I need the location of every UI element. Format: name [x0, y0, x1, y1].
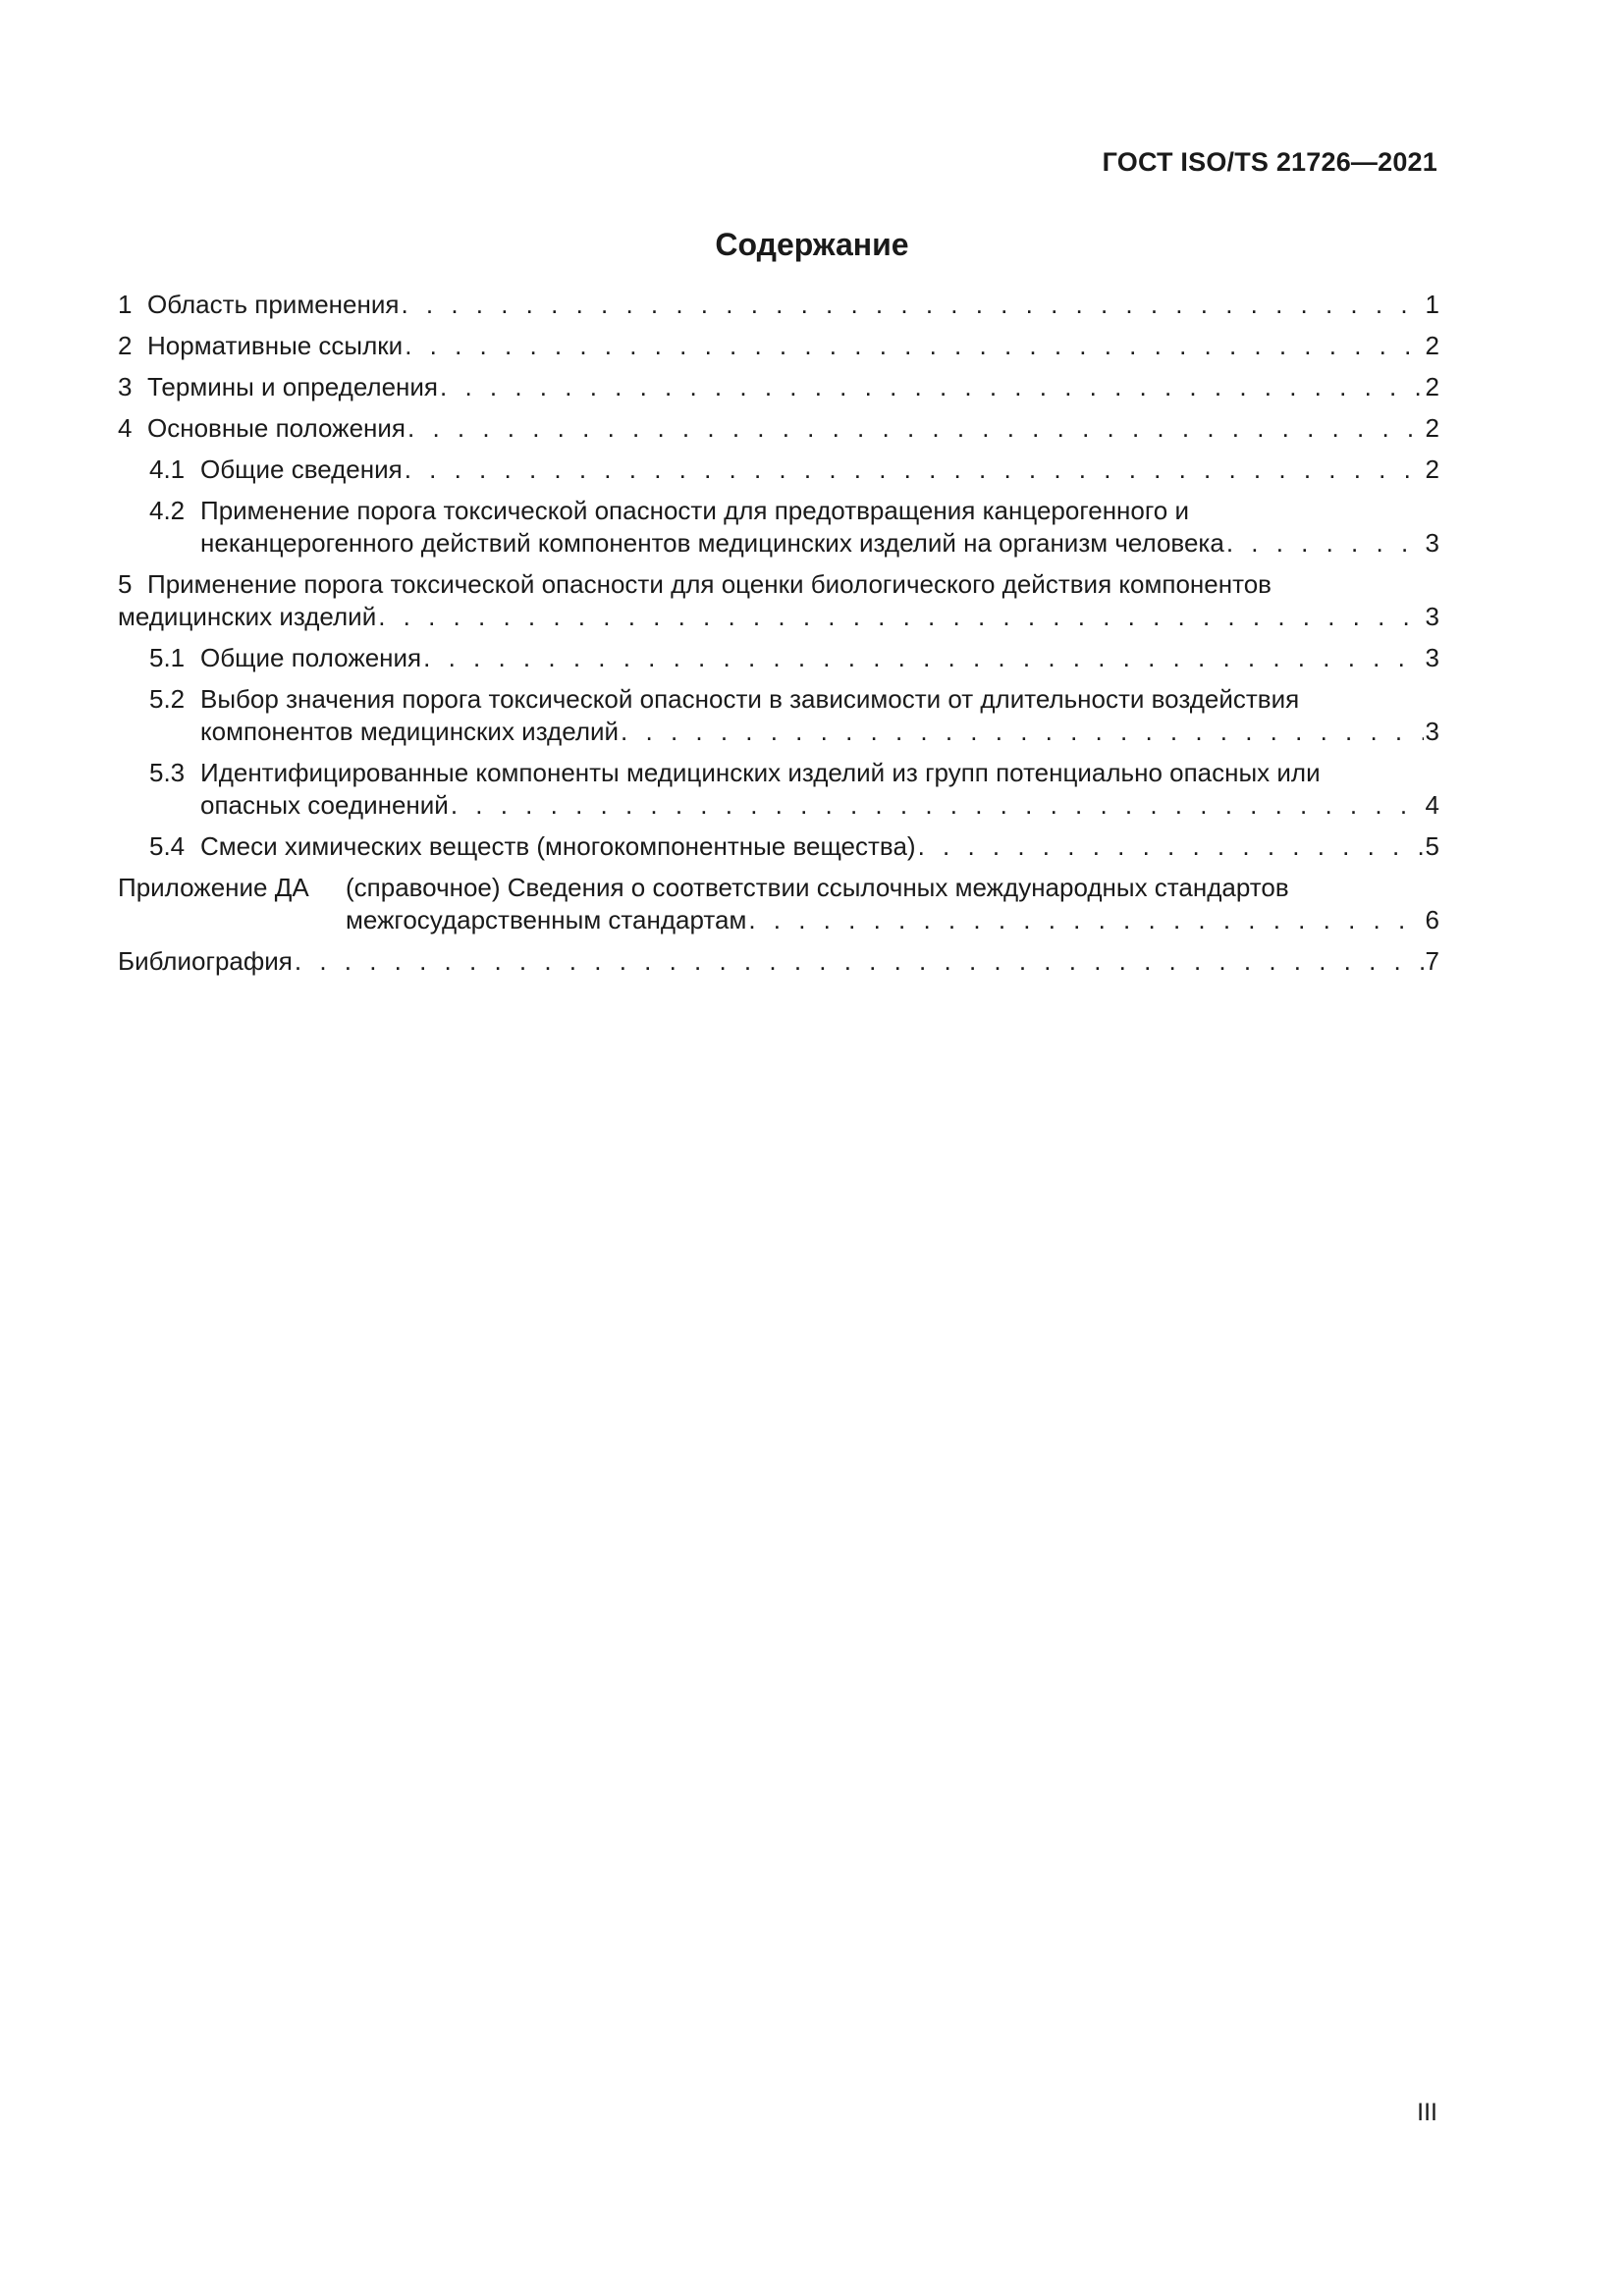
toc-entry-page: 2 — [1425, 454, 1439, 484]
toc-entry-number: 5.3 — [149, 758, 186, 787]
toc-entry-4-2[interactable] — [118, 495, 1439, 560]
toc-leader-dots — [295, 945, 1424, 978]
toc-entry-page: 3 — [1425, 602, 1439, 631]
toc-entry-1[interactable] — [118, 289, 1439, 321]
toc-leader-dots — [423, 642, 1423, 674]
document-code: ГОСТ ISO/TS 21726—2021 — [1102, 147, 1437, 177]
toc-entry-title: Библиография — [118, 946, 293, 976]
toc-leader-dots — [440, 371, 1424, 403]
toc-leader-dots — [401, 289, 1423, 321]
toc-leader-dots — [451, 789, 1424, 822]
toc-entry-title: Общие сведения — [200, 454, 403, 484]
toc-entry-page: 1 — [1425, 290, 1439, 319]
toc-leader-dots — [918, 830, 1424, 863]
toc-leader-dots — [405, 330, 1423, 362]
toc-entry-number: 1 — [118, 290, 133, 319]
toc-leader-dots — [621, 716, 1423, 748]
toc-entry-number: 3 — [118, 372, 133, 401]
toc-entry-title-line-2: компонентов медицинских изделий — [200, 717, 620, 746]
toc-entry-title: Область применения — [147, 290, 400, 319]
toc-entry-title-line-1: Применение порога токсической опасности для предотвращения канцерогенного и — [200, 496, 1189, 525]
toc-entry-page: 6 — [1425, 905, 1439, 934]
toc-leader-dots — [407, 412, 1424, 445]
toc-leader-dots — [1226, 527, 1424, 560]
toc-entry-title: Термины и определения — [147, 372, 439, 401]
toc-entry-page: 4 — [1425, 790, 1439, 820]
toc-entry-number: 5 — [118, 569, 133, 599]
toc-entry-2[interactable] — [118, 330, 1439, 362]
toc-entry-number: 5.4 — [149, 831, 186, 861]
toc-entry-appendix-label: Приложение ДА — [118, 873, 309, 902]
toc-entry-5[interactable] — [118, 568, 1439, 633]
toc-entry-number: 4.1 — [149, 454, 186, 484]
toc-entry-3[interactable] — [118, 371, 1439, 403]
toc-leader-dots — [748, 904, 1423, 936]
toc-entry-title-line-2: медицинских изделий — [118, 602, 377, 631]
toc-entry-5-3[interactable] — [118, 757, 1439, 822]
toc-entry-number: 5.2 — [149, 684, 186, 714]
toc-entry-page: 3 — [1425, 528, 1439, 558]
toc-entry-title-line-2: неканцерогенного действий компонентов медицинских изделий на организм человека — [200, 528, 1224, 558]
toc-entry-page: 2 — [1425, 331, 1439, 360]
toc-entry-page: 7 — [1425, 946, 1439, 976]
toc-entry-page: 3 — [1425, 717, 1439, 746]
toc-leader-dots — [378, 601, 1423, 633]
toc-entry-title: Смеси химических веществ (многокомпонентные вещества) — [200, 831, 916, 861]
toc-leader-dots — [405, 454, 1424, 486]
table-of-contents — [118, 289, 1439, 987]
toc-entry-title-line-1: Применение порога токсической опасности для оценки биологического действия компонентов — [147, 569, 1272, 599]
page-title: Содержание — [715, 227, 909, 262]
toc-entry-number: 2 — [118, 331, 133, 360]
toc-entry-page: 2 — [1425, 372, 1439, 401]
toc-entry-number: 4.2 — [149, 496, 186, 525]
toc-entry-title-line-2: межгосударственным стандартам — [346, 905, 747, 934]
toc-entry-page: 3 — [1425, 643, 1439, 672]
toc-entry-number: 5.1 — [149, 643, 186, 672]
toc-entry-appendix-da[interactable] — [118, 872, 1439, 936]
toc-entry-title: Общие положения — [200, 643, 422, 672]
toc-entry-title-line-2: опасных соединений — [200, 790, 449, 820]
toc-entry-title-line-1: Выбор значения порога токсической опасности в зависимости от длительности воздействия — [200, 684, 1300, 714]
toc-entry-number: 4 — [118, 413, 133, 443]
toc-entry-5-2[interactable] — [118, 683, 1439, 748]
page-number: III — [1417, 2099, 1437, 2126]
toc-entry-title-line-1: Идентифицированные компоненты медицинских изделий из групп потенциально опасных или — [200, 758, 1321, 787]
toc-entry-title: Основные положения — [147, 413, 406, 443]
toc-entry-4-1[interactable] — [118, 454, 1439, 486]
toc-entry-5-1[interactable] — [118, 642, 1439, 674]
toc-entry-page: 5 — [1425, 831, 1439, 861]
toc-entry-title-line-1: (справочное) Сведения о соответствии ссылочных международных стандартов — [346, 873, 1289, 902]
toc-entry-page: 2 — [1425, 413, 1439, 443]
toc-entry-title: Нормативные ссылки — [147, 331, 404, 360]
toc-entry-5-4[interactable] — [118, 830, 1439, 863]
toc-entry-bibliography[interactable] — [118, 945, 1439, 978]
toc-entry-4[interactable] — [118, 412, 1439, 445]
